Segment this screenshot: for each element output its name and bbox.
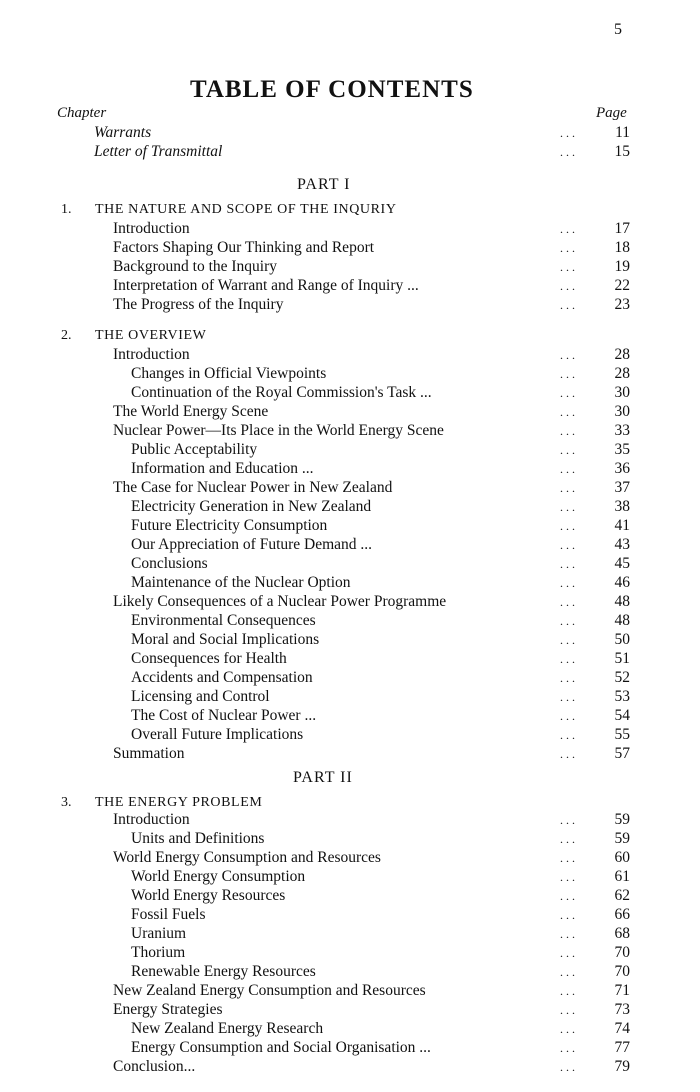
toc-entry xyxy=(0,422,700,442)
leader-dots: . . . xyxy=(560,462,575,476)
toc-entry-page: 30 xyxy=(614,384,630,401)
toc-entry-page: 45 xyxy=(614,555,630,572)
toc-entry-page: 61 xyxy=(614,868,630,885)
toc-entry-title: Future Electricity Consumption xyxy=(131,517,328,534)
toc-entry-page: 37 xyxy=(614,479,630,496)
toc-entry-page: 51 xyxy=(614,650,630,667)
leader-dots: . . . xyxy=(560,126,575,140)
leader-dots: . . . xyxy=(560,557,575,571)
toc-entry-title: Information and Education ... xyxy=(131,460,314,477)
toc-entry-title: Units and Definitions xyxy=(131,830,265,847)
toc-entry-title: Factors Shaping Our Thinking and Report xyxy=(113,239,375,256)
toc-entry xyxy=(0,124,700,144)
leader-dots: . . . xyxy=(560,481,575,495)
toc-entry-page: 28 xyxy=(614,346,630,363)
toc-entry xyxy=(0,346,700,366)
toc-entry-page: 70 xyxy=(614,963,630,980)
leader-dots: . . . xyxy=(560,367,575,381)
toc-entry xyxy=(0,536,700,556)
toc-entry xyxy=(0,239,700,259)
toc-entry-title: Fossil Fuels xyxy=(131,906,206,923)
toc-entry-title: World Energy Consumption xyxy=(131,868,306,885)
toc-entry-title: Energy Strategies xyxy=(113,1001,223,1018)
leader-dots: . . . xyxy=(560,145,575,159)
toc-entry-title: The Progress of the Inquiry xyxy=(113,296,284,313)
toc-entry-page: 57 xyxy=(614,745,630,762)
toc-entry xyxy=(0,811,700,831)
leader-dots: . . . xyxy=(560,614,575,628)
toc-entry-title: Our Appreciation of Future Demand ... xyxy=(131,536,373,553)
leader-dots: . . . xyxy=(560,298,575,312)
part-heading-2: PART II xyxy=(293,769,353,786)
toc-entry-page: 77 xyxy=(614,1039,630,1056)
leader-dots: . . . xyxy=(560,519,575,533)
toc-entry xyxy=(0,944,700,964)
toc-entry xyxy=(0,296,700,316)
toc-entry-page: 60 xyxy=(614,849,630,866)
toc-entry-page: 48 xyxy=(614,593,630,610)
toc-entry-title: Conclusion... xyxy=(113,1058,196,1075)
toc-entry-title: Maintenance of the Nuclear Option xyxy=(131,574,351,591)
leader-dots: . . . xyxy=(560,279,575,293)
toc-entry xyxy=(0,384,700,404)
leader-dots: . . . xyxy=(560,908,575,922)
toc-entry-page: 48 xyxy=(614,612,630,629)
toc-entry-title: Uranium xyxy=(131,925,187,942)
toc-entry-title: Interpretation of Warrant and Range of Inquiry ... xyxy=(113,277,419,294)
toc-entry xyxy=(0,403,700,423)
toc-entry xyxy=(0,849,700,869)
chapter-number: 3. xyxy=(61,795,72,810)
toc-entry xyxy=(0,277,700,297)
leader-dots: . . . xyxy=(560,1041,575,1055)
leader-dots: . . . xyxy=(560,424,575,438)
toc-entry-title: Nuclear Power—Its Place in the World Energy Scene xyxy=(113,422,444,439)
toc-entry-title: Introduction xyxy=(113,220,190,237)
toc-entry-page: 17 xyxy=(614,220,630,237)
toc-entry-title: Letter of Transmittal xyxy=(94,143,223,160)
toc-entry-page: 71 xyxy=(614,982,630,999)
leader-dots: . . . xyxy=(560,538,575,552)
toc-entry-title: The Cost of Nuclear Power ... xyxy=(131,707,317,724)
toc-entry-page: 15 xyxy=(614,143,630,160)
toc-entry xyxy=(0,517,700,537)
chapter-title: THE OVERVIEW xyxy=(95,328,207,343)
part-heading-1: PART I xyxy=(297,176,351,193)
toc-entry xyxy=(0,830,700,850)
toc-entry-title: Thorium xyxy=(131,944,186,961)
page-column-header: Page xyxy=(596,105,627,121)
leader-dots: . . . xyxy=(560,386,575,400)
leader-dots: . . . xyxy=(560,946,575,960)
toc-entry-title: Consequences for Health xyxy=(131,650,287,667)
toc-entry xyxy=(0,612,700,632)
toc-entry-page: 28 xyxy=(614,365,630,382)
toc-entry-page: 23 xyxy=(614,296,630,313)
toc-entry xyxy=(0,925,700,945)
toc-entry xyxy=(0,631,700,651)
toc-entry-title: World Energy Resources xyxy=(131,887,286,904)
toc-entry-title: The Case for Nuclear Power in New Zealand xyxy=(113,479,393,496)
toc-entry-title: Public Acceptability xyxy=(131,441,258,458)
toc-entry-page: 59 xyxy=(614,811,630,828)
toc-entry-page: 22 xyxy=(614,277,630,294)
chapter-column-header: Chapter xyxy=(57,105,107,121)
toc-entry-page: 73 xyxy=(614,1001,630,1018)
toc-entry-title: Summation xyxy=(113,745,185,762)
toc-entry-page: 11 xyxy=(615,124,630,141)
toc-entry xyxy=(0,143,700,163)
toc-entry-title: Overall Future Implications xyxy=(131,726,304,743)
toc-entry xyxy=(0,1039,700,1059)
leader-dots: . . . xyxy=(560,222,575,236)
toc-entry xyxy=(0,688,700,708)
toc-entry-page: 36 xyxy=(614,460,630,477)
toc-entry-page: 35 xyxy=(614,441,630,458)
toc-entry-page: 68 xyxy=(614,925,630,942)
leader-dots: . . . xyxy=(560,851,575,865)
toc-entry-title: New Zealand Energy Consumption and Resources xyxy=(113,982,426,999)
toc-entry-page: 18 xyxy=(614,239,630,256)
leader-dots: . . . xyxy=(560,595,575,609)
toc-entry xyxy=(0,669,700,689)
toc-title: TABLE OF CONTENTS xyxy=(190,76,474,103)
leader-dots: . . . xyxy=(560,241,575,255)
toc-entry-title: Moral and Social Implications xyxy=(131,631,320,648)
chapter-title: THE NATURE AND SCOPE OF THE INQURIY xyxy=(95,202,397,217)
leader-dots: . . . xyxy=(560,1003,575,1017)
toc-entry xyxy=(0,726,700,746)
toc-entry-title: The World Energy Scene xyxy=(113,403,269,420)
toc-entry xyxy=(0,650,700,670)
toc-entry-title: Energy Consumption and Social Organisation ... xyxy=(131,1039,431,1056)
toc-entry xyxy=(0,574,700,594)
leader-dots: . . . xyxy=(560,652,575,666)
toc-entry-page: 79 xyxy=(614,1058,630,1075)
toc-entry-page: 62 xyxy=(614,887,630,904)
leader-dots: . . . xyxy=(560,747,575,761)
leader-dots: . . . xyxy=(560,889,575,903)
toc-entry-title: Introduction xyxy=(113,811,190,828)
toc-entry xyxy=(0,982,700,1002)
toc-entry xyxy=(0,479,700,499)
toc-entry-page: 52 xyxy=(614,669,630,686)
toc-entry-title: Licensing and Control xyxy=(131,688,270,705)
toc-entry-page: 46 xyxy=(614,574,630,591)
leader-dots: . . . xyxy=(560,870,575,884)
toc-entry xyxy=(0,498,700,518)
toc-entry xyxy=(0,868,700,888)
toc-entry-title: Electricity Generation in New Zealand xyxy=(131,498,372,515)
toc-entry xyxy=(0,220,700,240)
leader-dots: . . . xyxy=(560,965,575,979)
toc-entry-title: Conclusions xyxy=(131,555,208,572)
leader-dots: . . . xyxy=(560,500,575,514)
leader-dots: . . . xyxy=(560,1022,575,1036)
toc-entry xyxy=(0,441,700,461)
toc-entry-title: Likely Consequences of a Nuclear Power Programme xyxy=(113,593,447,610)
page-number: 5 xyxy=(614,21,622,38)
toc-entry xyxy=(0,1001,700,1021)
toc-entry-page: 38 xyxy=(614,498,630,515)
toc-entry xyxy=(0,593,700,613)
toc-entry xyxy=(0,906,700,926)
leader-dots: . . . xyxy=(560,671,575,685)
toc-entry-page: 33 xyxy=(614,422,630,439)
toc-entry-page: 70 xyxy=(614,944,630,961)
toc-entry-title: New Zealand Energy Research xyxy=(131,1020,324,1037)
toc-entry xyxy=(0,707,700,727)
toc-entry-title: Continuation of the Royal Commission's Task ... xyxy=(131,384,432,401)
leader-dots: . . . xyxy=(560,1060,575,1074)
toc-entry-title: Environmental Consequences xyxy=(131,612,316,629)
toc-entry-page: 30 xyxy=(614,403,630,420)
leader-dots: . . . xyxy=(560,813,575,827)
toc-entry-title: Changes in Official Viewpoints xyxy=(131,365,327,382)
toc-entry-title: Warrants xyxy=(94,124,152,141)
toc-entry-title: Background to the Inquiry xyxy=(113,258,278,275)
toc-entry-page: 41 xyxy=(614,517,630,534)
toc-entry-page: 53 xyxy=(614,688,630,705)
toc-entry xyxy=(0,963,700,983)
toc-entry-page: 74 xyxy=(614,1020,630,1037)
toc-entry-page: 50 xyxy=(614,631,630,648)
leader-dots: . . . xyxy=(560,690,575,704)
toc-entry-title: World Energy Consumption and Resources xyxy=(113,849,381,866)
leader-dots: . . . xyxy=(560,443,575,457)
toc-entry-title: Renewable Energy Resources xyxy=(131,963,316,980)
toc-entry xyxy=(0,1058,700,1078)
leader-dots: . . . xyxy=(560,927,575,941)
leader-dots: . . . xyxy=(560,728,575,742)
leader-dots: . . . xyxy=(560,709,575,723)
leader-dots: . . . xyxy=(560,260,575,274)
toc-entry-page: 54 xyxy=(614,707,630,724)
chapter-number: 1. xyxy=(61,202,72,217)
toc-entry xyxy=(0,1020,700,1040)
toc-entry-page: 43 xyxy=(614,536,630,553)
toc-entry-title: Introduction xyxy=(113,346,190,363)
toc-entry xyxy=(0,258,700,278)
chapter-number: 2. xyxy=(61,328,72,343)
leader-dots: . . . xyxy=(560,576,575,590)
chapter-title: THE ENERGY PROBLEM xyxy=(95,795,263,810)
toc-entry-page: 55 xyxy=(614,726,630,743)
leader-dots: . . . xyxy=(560,633,575,647)
toc-entry-page: 19 xyxy=(614,258,630,275)
toc-entry xyxy=(0,745,700,765)
leader-dots: . . . xyxy=(560,405,575,419)
toc-entry xyxy=(0,460,700,480)
toc-entry xyxy=(0,555,700,575)
toc-entry-page: 59 xyxy=(614,830,630,847)
toc-entry xyxy=(0,365,700,385)
toc-entry-title: Accidents and Compensation xyxy=(131,669,313,686)
leader-dots: . . . xyxy=(560,832,575,846)
leader-dots: . . . xyxy=(560,984,575,998)
leader-dots: . . . xyxy=(560,348,575,362)
toc-entry xyxy=(0,887,700,907)
toc-entry-page: 66 xyxy=(614,906,630,923)
